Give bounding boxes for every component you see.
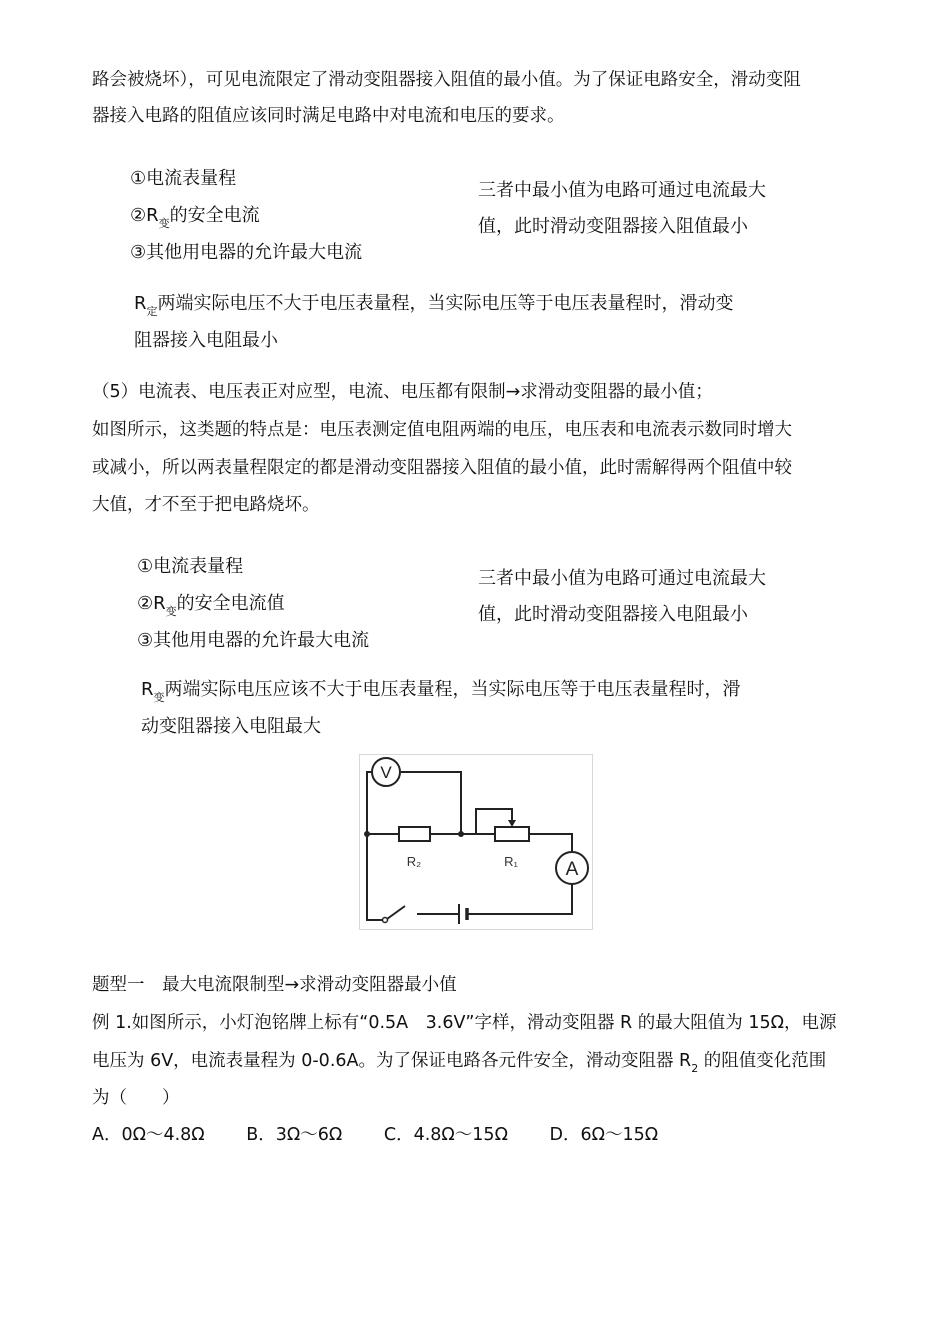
box1-item-2: $②R_变$的安全电流: [130, 205, 260, 230]
example-options: [92, 1117, 694, 1154]
example-heading: 题型一 最大电流限制型→求滑动变阻器最小值: [92, 975, 457, 995]
box1-item-1: ①电流表量程: [130, 168, 237, 189]
box2-item-1: ①电流表量程: [137, 556, 244, 577]
box2-bottom-2: 动变阻器接入电阻最大: [141, 716, 321, 737]
r2-label: R₂: [406, 854, 422, 869]
box1-bottom-1: $R_定$两端实际电压不大于电压表量程，当实际电压等于电压表量程时，滑动变: [134, 293, 734, 318]
option-a: A．0Ω～4.8Ω: [92, 1125, 205, 1145]
voltmeter-label: V: [380, 763, 392, 782]
box1-bottom-2: 阻器接入电阻最小: [134, 330, 278, 351]
intro-line-2: 器接入电路的阻值应该同时满足电路中对电流和电压的要求。: [92, 106, 565, 126]
box1-right-1: 三者中最小值为电路可通过电流最大: [478, 180, 766, 201]
ammeter-label: A: [565, 859, 579, 880]
option-d: D．6Ω～15Ω: [549, 1125, 659, 1145]
option-c: C．4.8Ω～15Ω: [383, 1125, 508, 1145]
section5-line-3: 大值，才不至于把电路烧坏。: [92, 495, 320, 515]
box1-item-3: ③其他用电器的允许最大电流: [130, 242, 363, 263]
option-b: B．3Ω～6Ω: [246, 1125, 343, 1145]
circuit-diagram: [359, 754, 593, 930]
box2-right-2: 值，此时滑动变阻器接入电阻最小: [478, 604, 748, 625]
box1-right-2: 值，此时滑动变阻器接入阻值最小: [478, 216, 748, 237]
section5-line-1: 如图所示，这类题的特点是：电压表测定值电阻两端的电压，电压表和电流表示数同时增大: [92, 420, 792, 440]
example-line-3: 为（ ）: [92, 1088, 180, 1108]
section5-line-2: 或减小，所以两表量程限定的都是滑动变阻器接入阻值的最小值，此时需解得两个阻值中较: [92, 458, 792, 478]
box2-bottom-1: $R_变$两端实际电压应该不大于电压表量程，当实际电压等于电压表量程时，滑: [141, 679, 741, 704]
box2-item-2: $②R_变$的安全电流值: [137, 593, 285, 618]
intro-line-1: 路会被烧坏），可见电流限定了滑动变阻器接入阻值的最小值。为了保证电路安全，滑动变阻: [92, 70, 801, 90]
r1-rheostat: [495, 827, 529, 841]
r2-resistor: [399, 827, 430, 841]
section5-title: （5）电流表、电压表正对应型，电流、电压都有限制→求滑动变阻器的最小值；: [92, 382, 713, 402]
box2-item-3: ③其他用电器的允许最大电流: [137, 630, 370, 651]
example-line-2: 电压为 6V，电流表量程为 0-0.6A。为了保证电路各元件安全，滑动变阻器 $R_2$ 的阻值变化范围: [92, 1051, 827, 1075]
box2-right-1: 三者中最小值为电路可通过电流最大: [478, 568, 766, 589]
example-line-1: 例 1.如图所示，小灯泡铭牌上标有“0.5A 3.6V”字样，滑动变阻器 R 的最大阻值为 15Ω，电源: [92, 1013, 837, 1033]
r1-label: R₁: [504, 854, 518, 869]
